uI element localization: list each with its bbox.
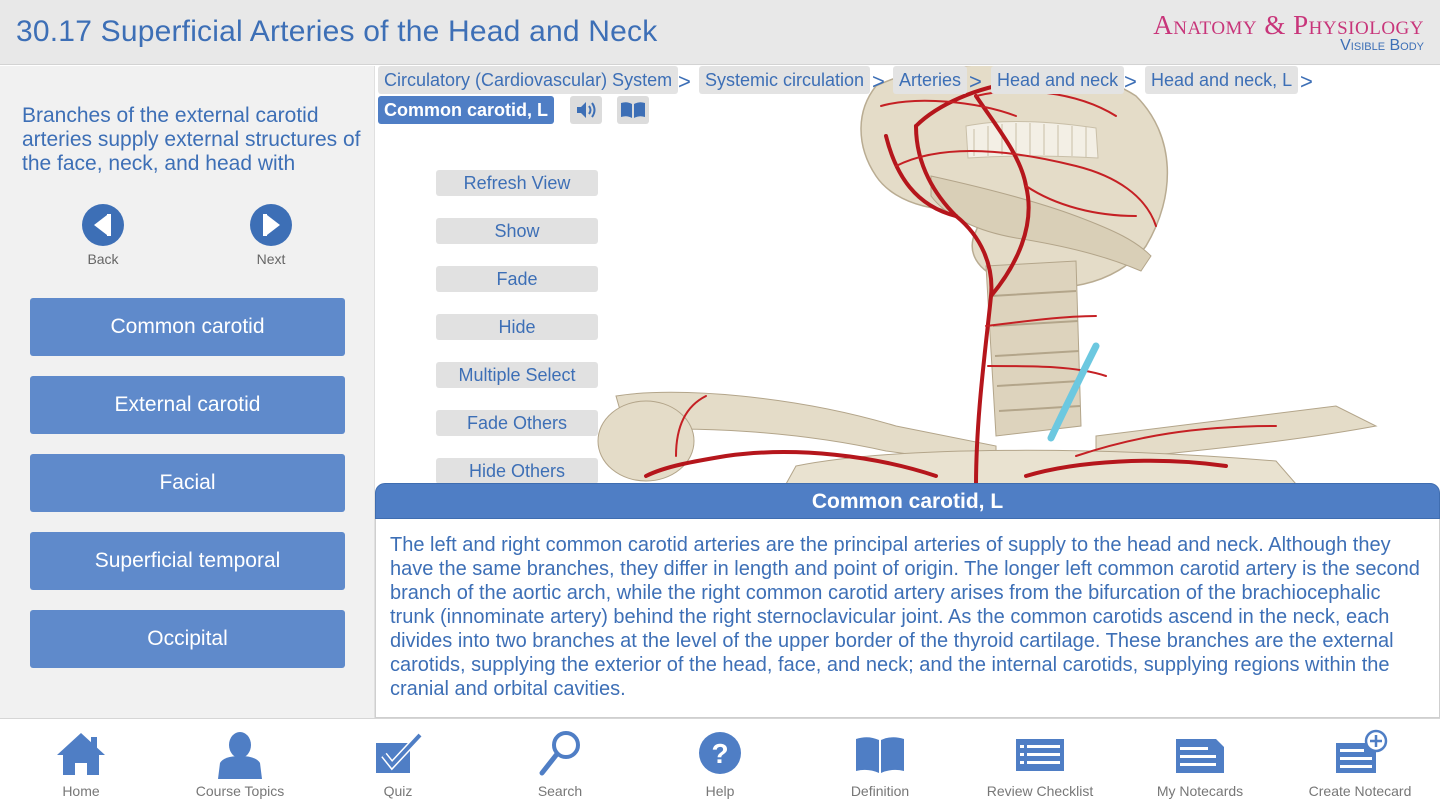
bottom-toolbar <box>0 718 1440 810</box>
notecards-icon <box>1172 729 1228 779</box>
quiz-button[interactable] <box>318 719 478 811</box>
next-button[interactable] <box>241 204 301 267</box>
lesson-text: Branches of the external carotid arteries supply external structures of the face, neck, and head with <box>22 104 361 175</box>
checklist-icon <box>1012 729 1068 779</box>
help-button[interactable] <box>640 719 800 811</box>
definition-panel <box>375 483 1440 718</box>
back-label: Back <box>87 251 119 267</box>
fade-button[interactable]: Fade <box>436 266 598 292</box>
home-icon <box>53 729 109 779</box>
external-carotid-button[interactable]: External carotid <box>30 376 345 434</box>
breadcrumb-systemic[interactable]: Systemic circulation <box>699 66 870 94</box>
breadcrumb-separator: > <box>872 69 885 94</box>
breadcrumb-separator: > <box>678 69 691 94</box>
breadcrumb-separator: > <box>1124 69 1137 94</box>
my-notecards-button[interactable] <box>1120 719 1280 811</box>
facial-button[interactable]: Facial <box>30 454 345 512</box>
definition-title: Common carotid, L <box>375 483 1440 519</box>
occipital-button[interactable]: Occipital <box>30 610 345 668</box>
my-notecards-label: My Notecards <box>1156 783 1244 799</box>
definition-label: Definition <box>850 783 910 799</box>
help-label: Help <box>705 783 735 799</box>
checkbox-icon <box>370 729 426 779</box>
brand-name: Anatomy & Physiology <box>1153 10 1424 40</box>
search-icon <box>532 729 588 779</box>
breadcrumb-system[interactable]: Circulatory (Cardiovascular) System <box>378 66 678 94</box>
page-title: 30.17 Superficial Arteries of the Head and Neck <box>16 15 658 48</box>
definition-button[interactable] <box>617 96 649 124</box>
svg-text:?: ? <box>711 738 729 769</box>
breadcrumb-head-neck-left[interactable]: Head and neck, L <box>1145 66 1298 94</box>
breadcrumb-arteries[interactable]: Arteries <box>893 66 967 94</box>
book-icon <box>852 729 908 779</box>
quiz-label: Quiz <box>383 783 413 799</box>
review-checklist-button[interactable] <box>960 719 1120 811</box>
app-header <box>0 0 1440 65</box>
create-notecard-icon <box>1332 729 1388 779</box>
next-icon[interactable] <box>250 204 292 246</box>
fade-others-button[interactable]: Fade Others <box>436 410 598 436</box>
review-checklist-label: Review Checklist <box>986 783 1094 799</box>
brand-logo <box>1153 10 1424 55</box>
back-icon[interactable] <box>82 204 124 246</box>
common-carotid-button[interactable]: Common carotid <box>30 298 345 356</box>
refresh-view-button[interactable]: Refresh View <box>436 170 598 196</box>
search-label: Search <box>537 783 583 799</box>
breadcrumb-separator: > <box>1300 69 1313 94</box>
hide-button[interactable]: Hide <box>436 314 598 340</box>
audio-button[interactable] <box>570 96 602 124</box>
lesson-panel <box>0 66 375 718</box>
create-notecard-label: Create Notecard <box>1308 783 1412 799</box>
anatomy-viewer[interactable] <box>376 66 1440 484</box>
book-icon <box>617 96 649 124</box>
course-topics-button[interactable] <box>160 719 320 811</box>
speaker-icon <box>570 96 602 124</box>
home-label: Home <box>62 783 100 799</box>
breadcrumb-active: Common carotid, L <box>378 96 554 124</box>
breadcrumb-separator: > <box>969 69 982 94</box>
search-button[interactable] <box>480 719 640 811</box>
definition-text: The left and right common carotid arteries are the principal arteries of supply to the head and neck. Although they have the same branches, they differ in length and point of origin. The longer left common carotid artery is the second branch of the aortic arch, while the right common carotid artery arises from the bifurcation of the brachiocephalic trunk (innominate artery) behind the right sternoclavicular joint. As the common carotids ascend in the neck, each divides into two branches at the level of the upper border of the thyroid cartilage. These branches are the external carotids, supplying the exterior of the head, face, and neck; and the internal carotids, supplying regions within the cranial and orbital cavities. <box>375 519 1440 718</box>
person-icon <box>212 729 268 779</box>
superficial-temporal-button[interactable]: Superficial temporal <box>30 532 345 590</box>
multiple-select-button[interactable]: Multiple Select <box>436 362 598 388</box>
breadcrumb-head-neck[interactable]: Head and neck <box>991 66 1124 94</box>
home-button[interactable] <box>1 719 161 811</box>
hide-others-button[interactable]: Hide Others <box>436 458 598 484</box>
help-icon <box>692 729 748 779</box>
create-notecard-button[interactable] <box>1280 719 1440 811</box>
back-button[interactable] <box>73 204 133 267</box>
next-label: Next <box>256 251 286 267</box>
brand-subname: Visible Body <box>1340 37 1424 54</box>
show-button[interactable]: Show <box>436 218 598 244</box>
definition-nav-button[interactable] <box>800 719 960 811</box>
course-topics-label: Course Topics <box>195 783 285 799</box>
